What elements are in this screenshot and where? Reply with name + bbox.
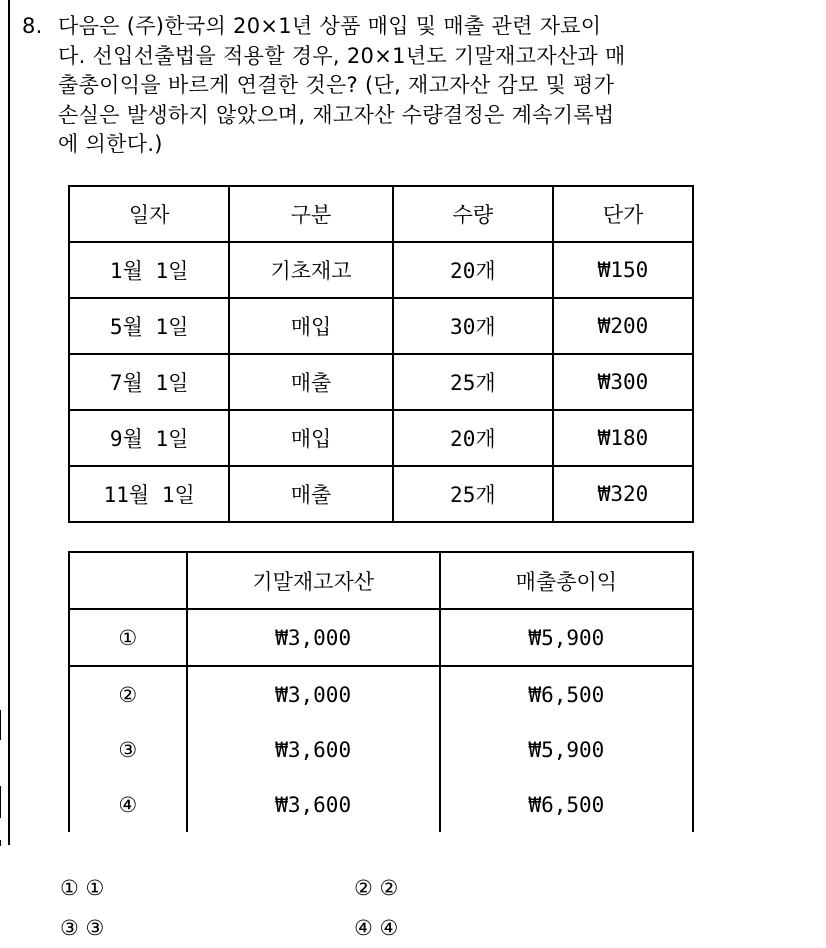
header-type: 구분	[229, 186, 392, 242]
option-gross-profit: ₩5,900	[440, 609, 693, 666]
table-row	[69, 298, 693, 354]
option-ending-inventory: ₩3,600	[187, 777, 440, 832]
cell-quantity: 20개	[393, 410, 553, 466]
choice-1[interactable]: ① ①	[60, 876, 105, 900]
option-gross-profit: ₩6,500	[440, 777, 693, 832]
cell-date: 11월 1일	[69, 466, 229, 522]
header-gross-profit: 매출총이익	[440, 552, 693, 609]
cell-date: 9월 1일	[69, 410, 229, 466]
answer-header-row	[69, 552, 693, 609]
cell-date: 5월 1일	[69, 298, 229, 354]
margin-fragment	[0, 786, 1, 818]
cell-unit-price: ₩180	[553, 410, 693, 466]
margin-fragment	[0, 710, 1, 740]
option-ending-inventory: ₩3,000	[187, 666, 440, 722]
header-unit-price: 단가	[553, 186, 693, 242]
option-number: ③	[69, 722, 187, 777]
cell-date: 7월 1일	[69, 354, 229, 410]
cell-quantity: 30개	[393, 298, 553, 354]
cell-unit-price: ₩320	[553, 466, 693, 522]
answer-options-table	[68, 551, 694, 832]
choice-4[interactable]: ④ ④	[354, 916, 399, 940]
table-row	[69, 242, 693, 298]
header-date: 일자	[69, 186, 229, 242]
cell-quantity: 25개	[393, 354, 553, 410]
header-blank	[69, 552, 187, 609]
left-margin-line	[8, 0, 10, 845]
option-number: ②	[69, 666, 187, 722]
cell-type: 매입	[229, 298, 392, 354]
question-line: 다음은 (주)한국의 20×1년 상품 매입 및 매출 관련 자료이	[58, 14, 602, 38]
cell-type: 매입	[229, 410, 392, 466]
table-header-row	[69, 186, 693, 242]
header-quantity: 수량	[393, 186, 553, 242]
cell-type: 매출	[229, 466, 392, 522]
option-ending-inventory: ₩3,000	[187, 609, 440, 666]
question-line: 다. 선입선출법을 적용할 경우, 20×1년도 기말재고자산과 매	[58, 43, 626, 68]
option-gross-profit: ₩6,500	[440, 666, 693, 722]
question-number: 8.	[22, 14, 43, 38]
cell-type: 매출	[229, 354, 392, 410]
cell-unit-price: ₩150	[553, 242, 693, 298]
question-line: 에 의한다.)	[58, 132, 163, 156]
option-gross-profit: ₩5,900	[440, 722, 693, 777]
question-line: 출총이익을 바르게 연결한 것은? (단, 재고자산 감모 및 평가	[58, 73, 615, 97]
table-row	[69, 466, 693, 522]
header-ending-inventory: 기말재고자산	[187, 552, 440, 609]
cell-quantity: 20개	[393, 242, 553, 298]
option-number: ①	[69, 609, 187, 666]
choice-2[interactable]: ② ②	[354, 876, 399, 900]
cell-quantity: 25개	[393, 466, 553, 522]
table-row	[69, 354, 693, 410]
cell-unit-price: ₩300	[553, 354, 693, 410]
margin-fragment	[0, 840, 1, 846]
answer-row	[69, 609, 693, 666]
cell-date: 1월 1일	[69, 242, 229, 298]
answer-row	[69, 777, 693, 832]
option-number: ④	[69, 777, 187, 832]
cell-unit-price: ₩200	[553, 298, 693, 354]
question-block	[22, 12, 782, 160]
table-row	[69, 410, 693, 466]
option-ending-inventory: ₩3,600	[187, 722, 440, 777]
inventory-data-table	[68, 185, 694, 523]
answer-row	[69, 666, 693, 722]
answer-row	[69, 722, 693, 777]
cell-type: 기초재고	[229, 242, 392, 298]
question-line: 손실은 발생하지 않았으며, 재고자산 수량결정은 계속기록법	[58, 102, 615, 127]
choice-3[interactable]: ③ ③	[60, 916, 105, 940]
